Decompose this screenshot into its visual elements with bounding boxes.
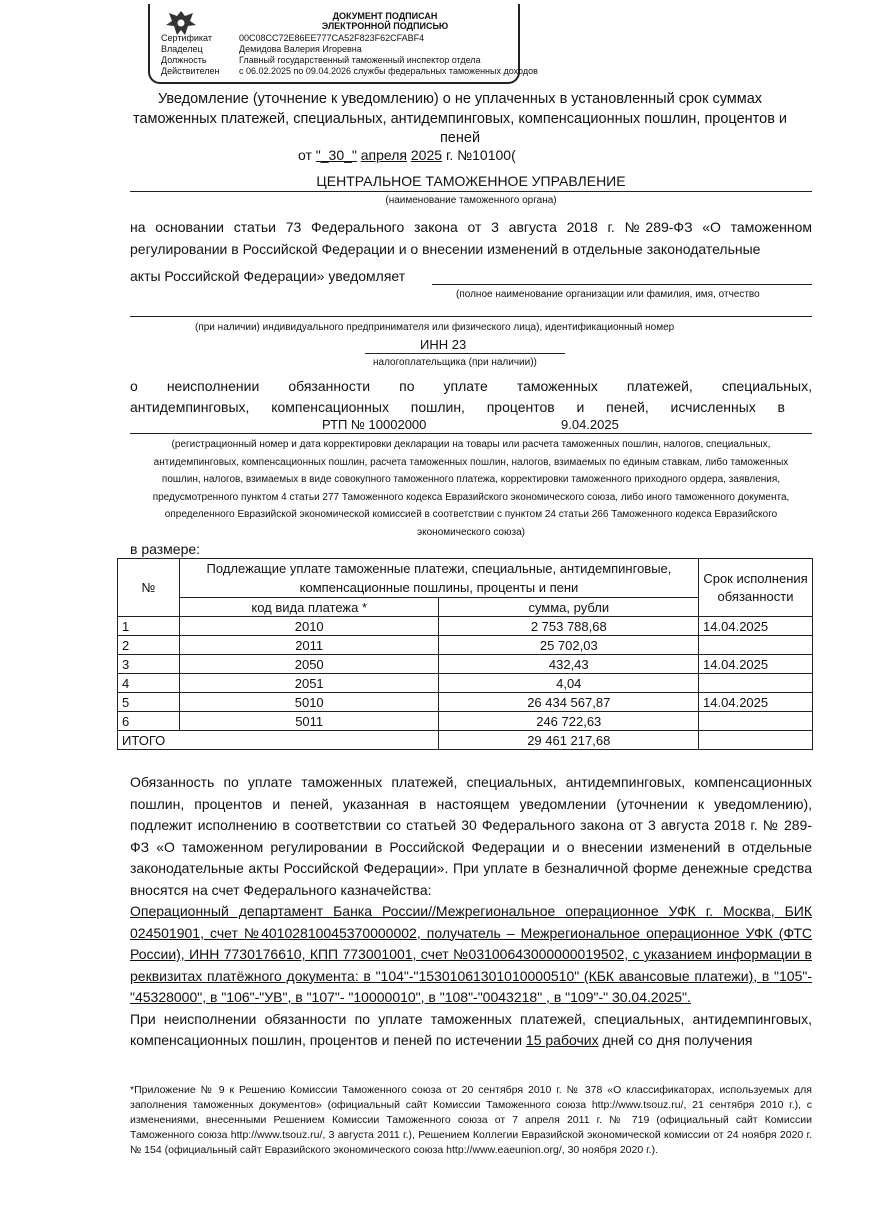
obligation-paragraph: Обязанность по уплате таможенных платежей, специальных, антидемпинговых, компенсационных пошлин, процентов и пеней, указанная в настоящем уведомлении (уточнении к уведомлению), подлежит исполнению в соответствии со статьей 30 Федерального закона от 3 августа 2018 г. № 289-ФЗ «О таможенном регулировании в Российской Федерации и о внесении изменений в отдельные законодательные акты Российской Федерации». При уплате в безналичной форме денежные средства вносятся на счет Федерального казначейства: — [130, 774, 812, 898]
header-due: Срок исполнения обязанности — [699, 559, 813, 617]
document-title: Уведомление (уточнение к уведомлению) о не уплаченных в установленный срок суммах таможенных платежей, специальных, антидемпинговых, компенсационных пошлин, процентов и пеней — [132, 91, 788, 146]
row-due — [699, 712, 813, 731]
row-code: 2011 — [179, 636, 439, 655]
divider — [130, 191, 812, 192]
row-sum: 25 702,03 — [439, 636, 699, 655]
divider — [130, 433, 812, 434]
stamp-row-owner — [161, 44, 362, 54]
table-row — [118, 636, 813, 655]
basis-line1: на основании статьи 73 Федерального закона от 3 августа 2018 г. №289-ФЗ «О таможенном — [130, 219, 812, 235]
row-sum: 2 753 788,68 — [439, 617, 699, 636]
row-code: 2010 — [179, 617, 439, 636]
row-no: 2 — [118, 636, 180, 655]
total-label: ИТОГО — [118, 731, 439, 750]
rtp-number: РТП № 10002000 — [322, 417, 427, 432]
stamp-title-line1: ДОКУМЕНТ ПОДПИСАН — [332, 11, 438, 21]
divider — [130, 316, 812, 317]
nonpayment-warning — [130, 1011, 812, 1049]
inn-caption: налогоплательщика (при наличии)) — [373, 357, 537, 368]
row-code: 5010 — [179, 693, 439, 712]
row-due — [699, 674, 813, 693]
row-due: 14.04.2025 — [699, 617, 813, 636]
date-year: 2025 — [410, 147, 443, 163]
authority-caption: (наименование таможенного органа) — [385, 195, 557, 206]
obligation-text — [130, 772, 812, 1052]
row-code: 2050 — [179, 655, 439, 674]
basis-line2: регулировании в Российской Федерации и о внесении изменений в отдельные законодательные — [130, 241, 761, 257]
row-due: 14.04.2025 — [699, 655, 813, 674]
table-intro: в размере: — [130, 541, 201, 557]
document-number: г. №10100( — [445, 147, 516, 163]
row-sum: 246 722,63 — [439, 712, 699, 731]
org-caption1: (полное наименование организации или фамилия, имя, отчество — [456, 289, 760, 300]
inn-value: ИНН 23 — [420, 337, 467, 352]
date-day: "_30_" — [315, 147, 357, 163]
rtp-caption: (регистрационный номер и дата корректировки декларации на товары или расчета таможенных пошлин, налогов, специальных, антидемпинговых, компенсационных пошлин, расчета таможенных пошлин, налогов, взимаемых по единым ставкам, либо таможенных пошлин, налогов, взимаемых в виде совокупного таможенного платежа, корректировки таможенного приходного ордера, заявления, предусмотренного пунктом 4 статьи 277 Таможенного кодекса Евразийского экономического союза, либо иного таможенного документа, определенного Евразийской экономической комиссией в соответствии с пунктом 24 статьи 266 Таможенного кодекса Евразийского экономического союза) — [152, 439, 790, 538]
divider — [365, 353, 565, 354]
stamp-label: Сертификат — [161, 33, 212, 43]
warning-start: При неисполнении обязанности по уплате таможенных платежей, специальных, антидемпинговых, компенсационных пошлин, процентов и пеней по истечении — [130, 1010, 812, 1048]
row-no: 5 — [118, 693, 180, 712]
divider — [432, 284, 812, 285]
table-row — [118, 712, 813, 731]
row-no: 1 — [118, 617, 180, 636]
row-sum: 26 434 567,87 — [439, 693, 699, 712]
row-no: 6 — [118, 712, 180, 731]
header-group: Подлежащие уплате таможенные платежи, специальные, антидемпинговые, компенсационные пошлины, проценты и пени — [179, 559, 698, 598]
stamp-row-validity — [161, 66, 538, 76]
stamp-title-line2: ЭЛЕКТРОННОЙ ПОДПИСЬЮ — [321, 21, 449, 31]
stamp-label: Должность — [161, 55, 207, 65]
customs-authority: ЦЕНТРАЛЬНОЕ ТАМОЖЕННОЕ УПРАВЛЕНИЕ — [316, 173, 626, 189]
header-no: № — [118, 559, 180, 617]
row-due: 14.04.2025 — [699, 693, 813, 712]
header-code: код вида платежа * — [179, 598, 439, 617]
nonpayment-line2: антидемпинговых, компенсационных пошлин, процентов и пеней, исчисленных в — [130, 399, 785, 415]
table-row — [118, 655, 813, 674]
row-sum: 432,43 — [439, 655, 699, 674]
stamp-value: с 06.02.2025 по 09.04.2026 службы федеральных таможенных доходов — [239, 66, 538, 76]
stamp-row-position — [161, 55, 481, 65]
stamp-value: Демидова Валерия Игоревна — [239, 44, 362, 54]
stamp-label: Владелец — [161, 44, 203, 54]
total-due — [699, 731, 813, 750]
org-caption2: (при наличии) индивидуального предпринимателя или физического лица), идентификационный номер — [195, 322, 675, 333]
stamp-label: Действителен — [161, 66, 220, 76]
stamp-row-certificate — [161, 33, 424, 43]
stamp-value: 00C08CC72E86EE777CA52F823F62CFABF4 — [239, 33, 425, 43]
row-sum: 4,04 — [439, 674, 699, 693]
date-month: апреля — [360, 147, 407, 163]
table-row — [118, 693, 813, 712]
row-code: 2051 — [179, 674, 439, 693]
basis-line3: акты Российской Федерации» уведомляет — [130, 268, 406, 284]
footnote: *Приложение № 9 к Решению Комиссии Таможенного союза от 20 сентября 2010 г. № 378 «О классификаторах, используемых для заполнения таможенных документов» (официальный сайт Комиссии Таможенного союза http://www.tsouz.ru/, 21 сентября 2010 г.), с изменениями, внесенными Решением Комиссии Таможенного союза от 7 апреля 2011 г. № 719 (официальный сайт Комиссии Таможенного союза http://www.tsouz.ru/, 3 августа 2011 г.), Решением Коллегии Евразийской экономической комиссии от 24 ноября 2020 г. № 154 (официальный сайт Евразийского экономического союза http://www.eaeunion.org/, 30 ноября 2020 г.). — [130, 1084, 812, 1156]
document-date — [298, 147, 516, 163]
table-total-row — [118, 731, 813, 750]
stamp-title — [280, 11, 490, 31]
row-due — [699, 636, 813, 655]
total-sum: 29 461 217,68 — [439, 731, 699, 750]
header-sum: сумма, рубли — [439, 598, 699, 617]
nonpayment-line1: о неисполнении обязанности по уплате таможенных платежей, специальных, — [130, 378, 812, 394]
payments-table — [117, 558, 813, 750]
warning-end: дней со дня получения — [602, 1032, 753, 1048]
table-row — [118, 674, 813, 693]
date-prefix: от — [298, 147, 312, 163]
table-row — [118, 617, 813, 636]
row-no: 3 — [118, 655, 180, 674]
stamp-value: Главный государственный таможенный инспектор отдела — [239, 55, 481, 65]
warning-days: 15 рабочих — [525, 1032, 599, 1048]
row-code: 5011 — [179, 712, 439, 731]
row-no: 4 — [118, 674, 180, 693]
rtp-date: 9.04.2025 — [561, 417, 619, 432]
treasury-account-details: Операционный департамент Банка России//Межрегиональное операционное УФК г. Москва, БИК 024501901, счет №40102810045370000002, получатель – Межрегиональное операционное УФК (ФТС России), ИНН 7730176610, КПП 773001001, счет №03100643000000019502, с указанием информации в реквизитах платёжного документа: в "104"-"15301061301010000510" (КБК авансовые платежи), в "105"-"45328000", в "106"-"УВ", в "107"- "10000010", в "108"-"0043218" , в "109"-" 30.04.2025". — [130, 903, 812, 1005]
